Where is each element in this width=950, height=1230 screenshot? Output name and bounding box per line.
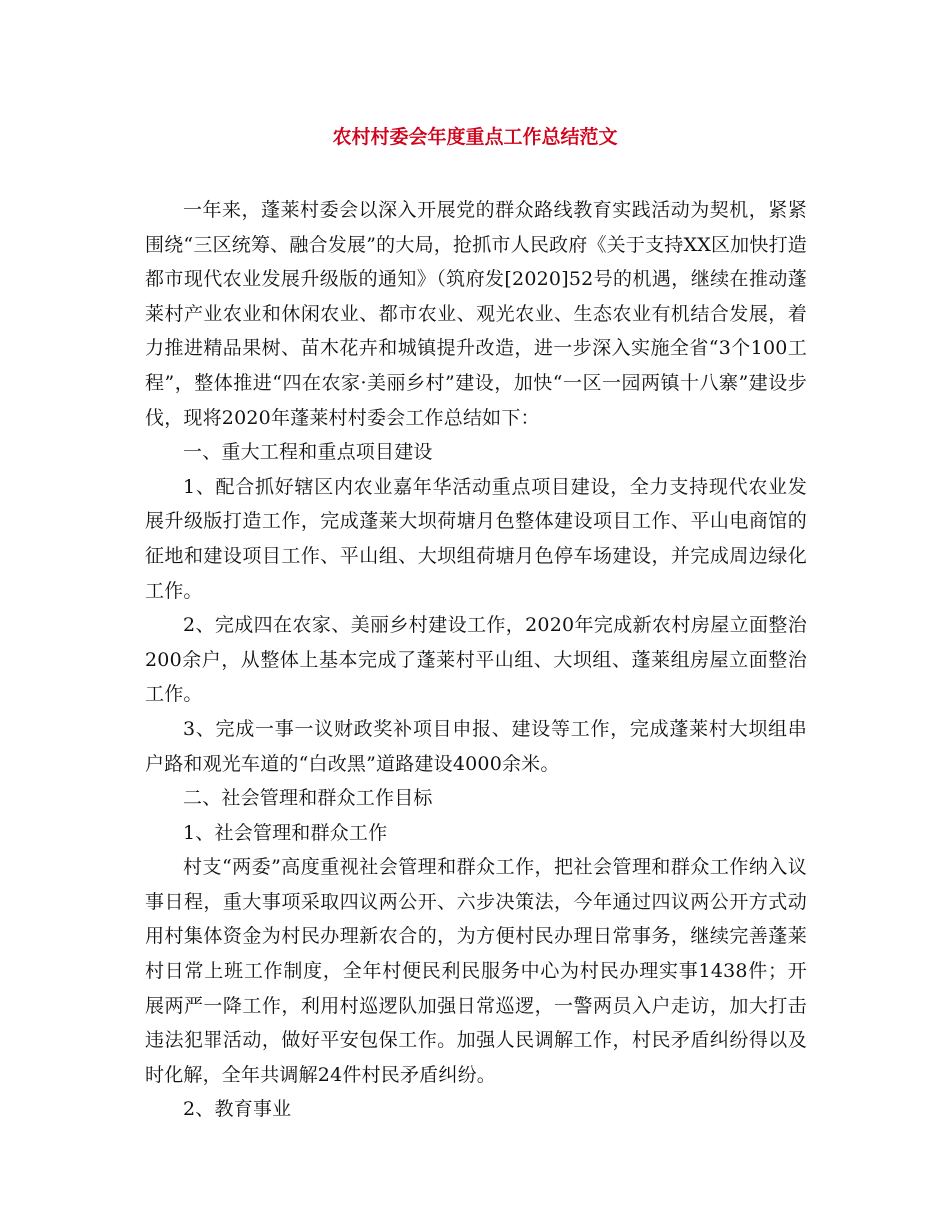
body-paragraph: 村支“两委”高度重视社会管理和群众工作，把社会管理和群众工作纳入议事日程，重大事项采取四议两公开、六步决策法，今年通过四议两公开方式动用村集体资金为村民办理新农合的，为方便村民办理日常事务，继续完善蓬莱村日常上班工作制度，全年村便民利民服务中心为村民办理实事1438件；开展两严一降工作，利用村巡逻队加强日常巡逻，一警两员入户走访，加大打击违法犯罪活动，做好平安包保工作。加强人民调解工作，村民矛盾纠纷得以及时化解，全年共调解24件村民矛盾纠纷。 xyxy=(145,856,807,1086)
subsection-heading: 1、社会管理和群众工作 xyxy=(183,821,388,844)
intro-paragraph: 一年来，蓬莱村委会以深入开展党的群众路线教育实践活动为契机，紧紧围绕“三区统筹、融合发展”的大局，抢抓市人民政府《关于支持XX区加快打造都市现代农业发展升级版的通知》（筑府发[2020]52号的机遇，继续在推动蓬莱村产业农业和休闲农业、都市农业、观光农业、生态农业有机结合发展，着力推进精品果树、苗木花卉和城镇提升改造，进一步深入实施全省“3个100工程”，整体推进“四在农家·美丽乡村”建设，加快“一区一园两镇十八寨”建设步伐，现将2020年蓬莱村村委会工作总结如下： xyxy=(145,199,807,429)
section-heading-major-projects: 一、重大工程和重点项目建设 xyxy=(183,441,433,464)
page-title: 农村村委会年度重点工作总结范文 xyxy=(332,126,618,148)
section-heading-social-management: 二、社会管理和群众工作目标 xyxy=(183,787,433,810)
list-item: 1、配合抓好辖区内农业嘉年华活动重点项目建设，全力支持现代农业发展升级版打造工作，完成蓬莱大坝荷塘月色整体建设项目工作、平山电商馆的征地和建设项目工作、平山组、大坝组荷塘月色停车场建设，并完成周边绿化工作。 xyxy=(145,475,807,602)
list-item: 2、完成四在农家、美丽乡村建设工作，2020年完成新农村房屋立面整治200余户，从整体上基本完成了蓬莱村平山组、大坝组、蓬莱组房屋立面整治工作。 xyxy=(145,614,807,706)
subsection-heading: 2、教育事业 xyxy=(183,1098,292,1121)
document-body xyxy=(145,193,807,1127)
list-item: 3、完成一事一议财政奖补项目申报、建设等工作，完成蓬莱村大坝组串户路和观光车道的“白改黑”道路建设4000余米。 xyxy=(145,717,807,775)
